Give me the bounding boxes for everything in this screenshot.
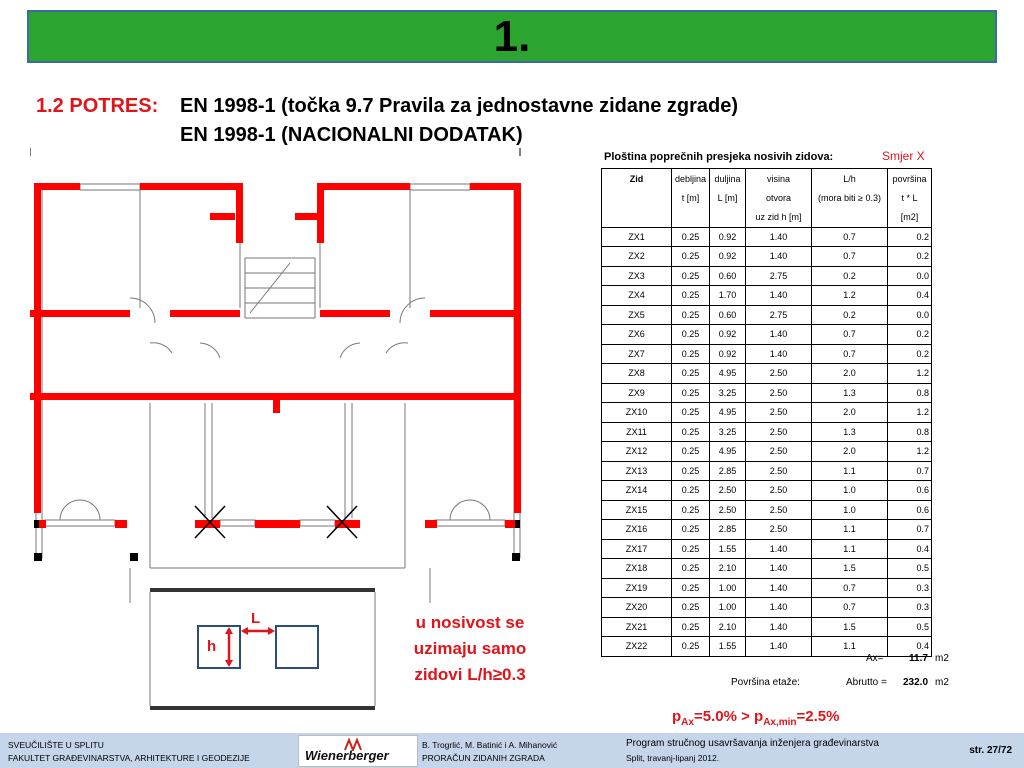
table-row [602, 559, 932, 579]
table-cell: 1.1 [812, 520, 888, 540]
table-cell: 2.85 [710, 461, 746, 481]
table-cell: 0.25 [672, 539, 710, 559]
table-cell: 1.2 [812, 286, 888, 306]
table-cell: 4.95 [710, 442, 746, 462]
table-cell: 1.00 [710, 578, 746, 598]
table-cell: 1.00 [710, 598, 746, 618]
footer-uni-1: SVEUČILIŠTE U SPLITU [8, 740, 104, 750]
table-row [602, 305, 932, 325]
pax-end: =2.5% [796, 708, 840, 725]
table-cell: ZX4 [602, 286, 672, 306]
table-cell: ZX12 [602, 442, 672, 462]
table-row [602, 598, 932, 618]
table-cell: 0.25 [672, 617, 710, 637]
table-cell: 0.3 [888, 598, 932, 618]
table-cell: 0.25 [672, 325, 710, 345]
table-cell: 1.40 [746, 539, 812, 559]
table-cell: ZX6 [602, 325, 672, 345]
table-cell: 1.0 [812, 481, 888, 501]
ax-value: 11.7 [909, 653, 928, 664]
table-row [602, 617, 932, 637]
table-cell: 0.25 [672, 383, 710, 403]
table-cell: 0.6 [888, 500, 932, 520]
table-cell: 0.2 [888, 247, 932, 267]
pax-formula [672, 708, 839, 728]
note-line-1: u nosivost se [415, 613, 525, 632]
L-label: L [251, 610, 261, 627]
table-header-cell: uz zid h [m] [746, 208, 812, 228]
table-cell: ZX22 [602, 637, 672, 657]
logo-text: Wienerberger [305, 748, 389, 763]
table-cell: 1.1 [812, 539, 888, 559]
table-header-cell [602, 188, 672, 208]
table-cell: ZX19 [602, 578, 672, 598]
table-cell: 0.6 [888, 481, 932, 501]
table-cell: 0.25 [672, 520, 710, 540]
table-cell: 0.7 [812, 247, 888, 267]
pax-sub2: Ax,min [763, 717, 797, 728]
table-cell: 0.25 [672, 481, 710, 501]
table-row [602, 539, 932, 559]
table-cell: 0.92 [710, 344, 746, 364]
table-cell: 0.25 [672, 598, 710, 618]
table-cell: 2.0 [812, 364, 888, 384]
table-cell: 2.50 [710, 500, 746, 520]
table-cell: ZX21 [602, 617, 672, 637]
table-cell: 1.2 [888, 364, 932, 384]
table-cell: ZX9 [602, 383, 672, 403]
table-cell: 0.25 [672, 461, 710, 481]
table-cell: 0.5 [888, 617, 932, 637]
table-cell: 0.7 [888, 461, 932, 481]
table-cell: 3.25 [710, 422, 746, 442]
table-cell: 1.40 [746, 227, 812, 247]
table-cell: 1.55 [710, 637, 746, 657]
table-cell: ZX3 [602, 266, 672, 286]
table-cell: 2.50 [746, 500, 812, 520]
table-cell: 0.25 [672, 364, 710, 384]
table-cell: ZX17 [602, 539, 672, 559]
table-cell: 0.4 [888, 637, 932, 657]
table-header-cell: površina [888, 169, 932, 189]
table-cell: 0.2 [812, 266, 888, 286]
note-line-2: uzimaju samo [413, 639, 527, 658]
table-row [602, 364, 932, 384]
subtitle-line-2: EN 1998-1 (NACIONALNI DODATAK) [180, 124, 523, 146]
wienerberger-logo [298, 735, 418, 767]
footer-place: Split, travanj-lipanj 2012. [626, 753, 720, 763]
table-cell: 0.60 [710, 266, 746, 286]
table-cell: 1.1 [812, 461, 888, 481]
table-cell: 1.40 [746, 325, 812, 345]
etaza-label: Površina etaže: [731, 677, 800, 688]
table-cell: 0.92 [710, 325, 746, 345]
table-cell: 0.92 [710, 227, 746, 247]
table-cell: 2.50 [746, 422, 812, 442]
table-cell: 0.25 [672, 422, 710, 442]
table-cell: 2.0 [812, 442, 888, 462]
slide-title: 1. [493, 12, 531, 61]
table-cell: 0.5 [888, 559, 932, 579]
table-header-cell: [m2] [888, 208, 932, 228]
page-number: str. 27/72 [969, 745, 1012, 756]
table-header-row [602, 188, 932, 208]
section-label: 1.2 POTRES: [36, 95, 159, 117]
table-cell: 1.40 [746, 344, 812, 364]
table-cell: ZX13 [602, 461, 672, 481]
table-cell: 0.0 [888, 266, 932, 286]
table-cell: 1.1 [812, 637, 888, 657]
table-header-cell [812, 208, 888, 228]
table-row [602, 286, 932, 306]
table-cell: 0.7 [812, 227, 888, 247]
table-header-cell: duljina [710, 169, 746, 189]
abrutto-unit: m2 [935, 677, 949, 688]
note-line-3: zidovi L/h≥0.3 [414, 665, 526, 684]
table-cell: 2.75 [746, 266, 812, 286]
table-caption: Ploština poprečnih presjeka nosivih zidova: [604, 151, 834, 163]
table-header-row [602, 208, 932, 228]
title-bar [27, 10, 997, 63]
table-row [602, 344, 932, 364]
table-header-cell [710, 208, 746, 228]
table-row [602, 500, 932, 520]
table-cell: 2.50 [746, 383, 812, 403]
table-cell: 1.40 [746, 559, 812, 579]
table-header-cell: t * L [888, 188, 932, 208]
table-cell: 1.0 [812, 500, 888, 520]
table-cell: 0.25 [672, 500, 710, 520]
table-cell: ZX20 [602, 598, 672, 618]
subtitle-line-1: EN 1998-1 (točka 9.7 Pravila za jednostavne zidane zgrade) [180, 95, 739, 117]
table-cell: 0.25 [672, 266, 710, 286]
table-cell: 2.50 [746, 481, 812, 501]
table-cell: 2.85 [710, 520, 746, 540]
pax-p1: p [672, 708, 682, 725]
table-cell: 0.8 [888, 422, 932, 442]
table-cell: 2.50 [746, 364, 812, 384]
pax-mid: =5.0% > p [693, 708, 764, 725]
table-direction: Smjer X [882, 149, 925, 163]
table-cell: 1.5 [812, 617, 888, 637]
table-row [602, 403, 932, 423]
table-header-cell [672, 208, 710, 228]
table-cell: ZX16 [602, 520, 672, 540]
table-row [602, 578, 932, 598]
table-cell: ZX5 [602, 305, 672, 325]
table-cell: 1.2 [888, 403, 932, 423]
table-cell: 1.55 [710, 539, 746, 559]
note [395, 610, 545, 688]
footer-uni-2: FAKULTET GRAĐEVINARSTVA, ARHITEKTURE I GEODEZIJE [8, 753, 250, 763]
table-header-cell: t [m] [672, 188, 710, 208]
table-cell: ZX2 [602, 247, 672, 267]
ax-unit: m2 [935, 653, 949, 664]
table-row [602, 325, 932, 345]
table-header-row [602, 169, 932, 189]
table-cell: 0.92 [710, 247, 746, 267]
table-cell: 1.40 [746, 598, 812, 618]
footer-authors: B. Trogrlić, M. Batinić i A. Mihanović [422, 740, 558, 750]
table-cell: 0.7 [888, 520, 932, 540]
table-cell: 0.25 [672, 227, 710, 247]
table-cell: 0.25 [672, 578, 710, 598]
table-cell: ZX8 [602, 364, 672, 384]
table-row [602, 227, 932, 247]
table-cell: 2.50 [746, 403, 812, 423]
table-cell: 1.40 [746, 247, 812, 267]
table-cell: 1.40 [746, 286, 812, 306]
table-cell: 0.7 [812, 578, 888, 598]
table-cell: 0.25 [672, 637, 710, 657]
table-cell: 2.10 [710, 617, 746, 637]
table-cell: 0.2 [888, 227, 932, 247]
table-cell: 1.3 [812, 383, 888, 403]
table-cell: 1.70 [710, 286, 746, 306]
table-header-cell: Zid [602, 169, 672, 189]
table-cell: 4.95 [710, 364, 746, 384]
pax-sub1: Ax [681, 717, 694, 728]
table-cell: 0.25 [672, 403, 710, 423]
table-cell: 0.25 [672, 305, 710, 325]
table-row [602, 422, 932, 442]
table-cell: ZX1 [602, 227, 672, 247]
table-cell: 2.50 [710, 481, 746, 501]
table-cell: 3.25 [710, 383, 746, 403]
table-cell: 0.7 [812, 325, 888, 345]
table-cell: 0.4 [888, 539, 932, 559]
table-header-cell: L [m] [710, 188, 746, 208]
table-cell: ZX10 [602, 403, 672, 423]
footer-program: Program stručnog usavršavanja inženjera građevinarstva [626, 738, 879, 749]
table [601, 168, 932, 657]
table-row [602, 442, 932, 462]
table-header-cell: (mora biti ≥ 0.3) [812, 188, 888, 208]
table-cell: 0.25 [672, 559, 710, 579]
table-cell: 4.95 [710, 403, 746, 423]
table-cell: 1.40 [746, 578, 812, 598]
table-row [602, 461, 932, 481]
table-cell: 0.2 [888, 325, 932, 345]
footer-course: PRORAČUN ZIDANIH ZGRADA [422, 753, 545, 763]
table-cell: 0.25 [672, 344, 710, 364]
table-cell: 2.0 [812, 403, 888, 423]
table-header-cell: debljina [672, 169, 710, 189]
table-row [602, 481, 932, 501]
table-cell: 0.2 [812, 305, 888, 325]
ax-label: Ax= [866, 653, 884, 664]
table-cell: 0.3 [888, 578, 932, 598]
table-cell: ZX7 [602, 344, 672, 364]
table-row [602, 383, 932, 403]
table-cell: 0.25 [672, 286, 710, 306]
table-cell: 0.60 [710, 305, 746, 325]
table-header-cell [602, 208, 672, 228]
table-cell: 2.10 [710, 559, 746, 579]
table-cell: 0.25 [672, 442, 710, 462]
table-cell: 2.50 [746, 442, 812, 462]
table-cell: 0.4 [888, 286, 932, 306]
table-cell: 1.5 [812, 559, 888, 579]
table-cell: 2.50 [746, 461, 812, 481]
abrutto-value: 232.0 [903, 677, 929, 688]
table-cell: 0.8 [888, 383, 932, 403]
table-header-cell: visina [746, 169, 812, 189]
table-cell: 0.2 [888, 344, 932, 364]
table-cell: 1.3 [812, 422, 888, 442]
table-cell: ZX15 [602, 500, 672, 520]
h-label: h [207, 638, 217, 655]
table-row [602, 266, 932, 286]
table-cell: 1.40 [746, 617, 812, 637]
table-cell: ZX14 [602, 481, 672, 501]
table-header-cell: L/h [812, 169, 888, 189]
table-cell: ZX11 [602, 422, 672, 442]
table-cell: 1.40 [746, 637, 812, 657]
table-cell: 0.0 [888, 305, 932, 325]
table-cell: 1.2 [888, 442, 932, 462]
abrutto-label: Abrutto = [846, 677, 887, 688]
table-cell: ZX18 [602, 559, 672, 579]
table-cell: 2.50 [746, 520, 812, 540]
table-row [602, 247, 932, 267]
table-cell: 2.75 [746, 305, 812, 325]
table-cell: 0.7 [812, 344, 888, 364]
table-header-cell: otvora [746, 188, 812, 208]
table-row [602, 520, 932, 540]
table-cell: 0.25 [672, 247, 710, 267]
table-cell: 0.7 [812, 598, 888, 618]
